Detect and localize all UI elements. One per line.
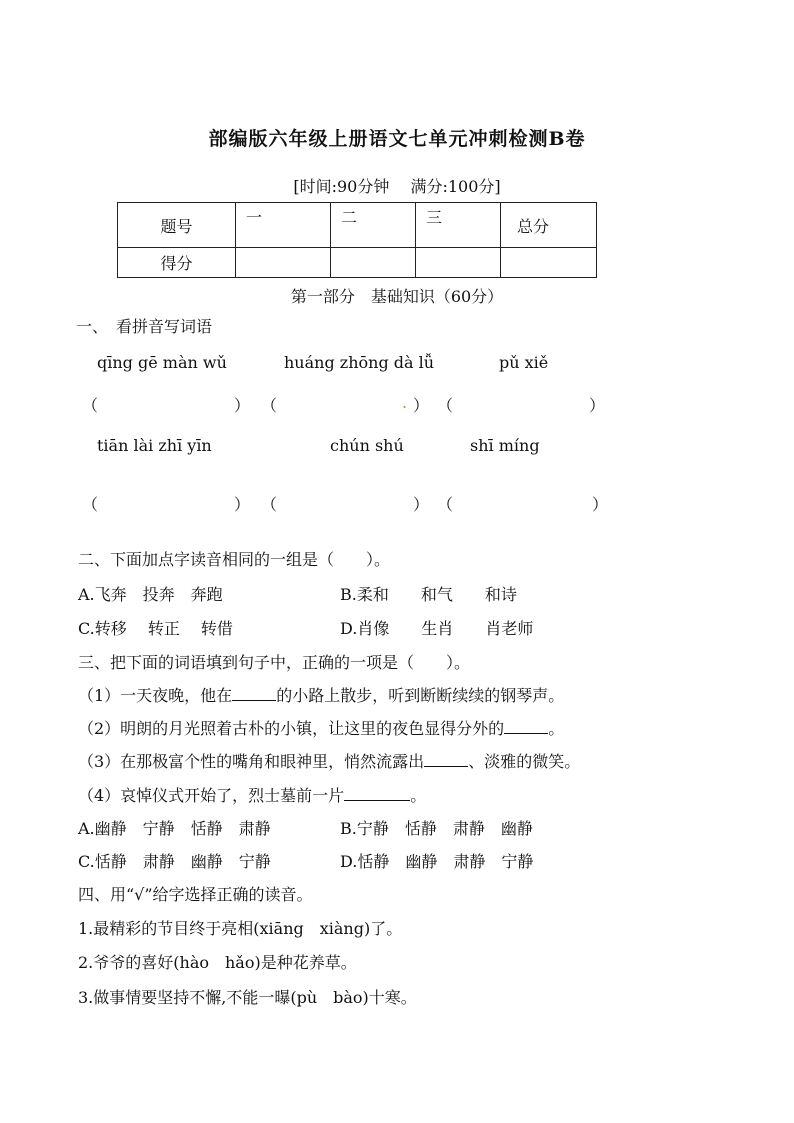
q1-answer-6-open: （: [437, 495, 454, 514]
page-title: 部编版六年级上册语文七单元冲刺检测B卷: [208, 128, 586, 150]
score-cell-1[interactable]: [236, 248, 331, 278]
q3-blank-4[interactable]: [344, 786, 410, 801]
q1-answer-5-open: （: [261, 495, 278, 514]
q3-sentence-2: [78, 716, 564, 739]
score-table-header-row: [118, 203, 597, 248]
q1-answer-4-close: ）: [234, 495, 251, 514]
q2-option-b[interactable]: B.柔和 和气 和诗: [340, 585, 517, 604]
score-cell-total[interactable]: [501, 248, 597, 278]
q3-sentence-2-after: 。: [548, 719, 565, 738]
score-table-label-question: 题号: [118, 203, 236, 248]
q1-pinyin-2: huáng zhōng dà lǚ: [284, 353, 435, 372]
q3-sentence-4-after: 。: [410, 786, 427, 805]
q3-sentence-3: [78, 749, 580, 772]
q1-pinyin-4: tiān lài zhī yīn: [97, 436, 212, 455]
q3-sentence-1-after: 的小路上散步，听到断断续续的钢琴声。: [276, 686, 565, 705]
q3-sentence-1-before: （1）一天夜晚，他在: [78, 686, 233, 705]
q1-answer-1-open: （: [82, 396, 99, 415]
q3-sentence-4: [78, 783, 426, 806]
q1-dot-mark: .: [402, 393, 408, 412]
score-table-score-row: [118, 248, 597, 278]
q1-answer-2-open: （: [261, 396, 278, 415]
q2-option-a[interactable]: A.飞奔 投奔 奔跑: [78, 585, 223, 604]
q3-sentence-3-before: （3）在那极富个性的嘴角和眼神里，悄然流露出: [78, 752, 425, 771]
score-table: [117, 202, 597, 278]
score-table-col-total: 总分: [501, 203, 597, 248]
q3-heading: 三、把下面的词语填到句子中，正确的一项是（ ）。: [78, 653, 471, 672]
q1-pinyin-3: pǔ xiě: [499, 353, 549, 372]
q1-pinyin-1: qīng gē màn wǔ: [97, 353, 227, 372]
q4-heading: 四、用“√”给字选择正确的读音。: [78, 885, 313, 904]
q1-answer-3-close: ）: [589, 396, 606, 415]
exam-time-score: [时间:90分钟 满分:100分]: [293, 177, 501, 196]
score-table-col-2: 二: [331, 203, 416, 248]
q1-answer-1-close: ）: [234, 396, 251, 415]
q1-answer-4-open: （: [82, 495, 99, 514]
q1-answer-3-open: （: [437, 396, 454, 415]
q3-option-a[interactable]: A.幽静 宁静 恬静 肃静: [78, 819, 271, 838]
q3-sentence-2-before: （2）明朗的月光照着古朴的小镇，让这里的夜色显得分外的: [78, 719, 505, 738]
score-table-col-3: 三: [416, 203, 501, 248]
q4-item-3[interactable]: 3.做事情要坚持不懈,不能一曝(pù bào)十寒。: [78, 988, 417, 1007]
q1-heading: 一、 看拼音写词语: [76, 317, 213, 336]
q1-answer-5-close: ）: [413, 495, 430, 514]
q1-answer-2-close: ）: [413, 396, 430, 415]
q3-blank-3[interactable]: [424, 752, 468, 767]
q3-option-b[interactable]: B.宁静 恬静 肃静 幽静: [340, 819, 533, 838]
q4-item-2[interactable]: 2.爷爷的喜好(hào hǎo)是种花养草。: [78, 953, 357, 972]
q3-blank-2[interactable]: [504, 719, 548, 734]
q2-heading: 二、下面加点字读音相同的一组是（ ）。: [78, 550, 391, 569]
q3-option-c[interactable]: C.恬静 肃静 幽静 宁静: [78, 852, 271, 871]
score-cell-2[interactable]: [331, 248, 416, 278]
q1-pinyin-5: chún shú: [330, 436, 404, 455]
q1-pinyin-6: shī míng: [470, 436, 540, 455]
q3-option-d[interactable]: D.恬静 幽静 肃静 宁静: [340, 852, 534, 871]
q3-sentence-4-before: （4）哀悼仪式开始了，烈士墓前一片: [78, 786, 345, 805]
part-heading: 第一部分 基础知识（60分）: [290, 287, 504, 306]
score-cell-3[interactable]: [416, 248, 501, 278]
q3-sentence-1: [78, 683, 564, 706]
q3-blank-1[interactable]: [232, 686, 276, 701]
score-table-col-1: 一: [236, 203, 331, 248]
score-table-label-score: 得分: [118, 248, 236, 278]
q1-answer-6-close: ）: [592, 495, 609, 514]
q2-option-d[interactable]: D.肖像 生肖 肖老师: [340, 619, 534, 638]
q4-item-1[interactable]: 1.最精彩的节目终于亮相(xiāng xiàng)了。: [78, 919, 403, 938]
q3-sentence-3-after: 、淡雅的微笑。: [468, 752, 581, 771]
q2-option-c[interactable]: C.转移 转正 转借: [78, 619, 233, 638]
